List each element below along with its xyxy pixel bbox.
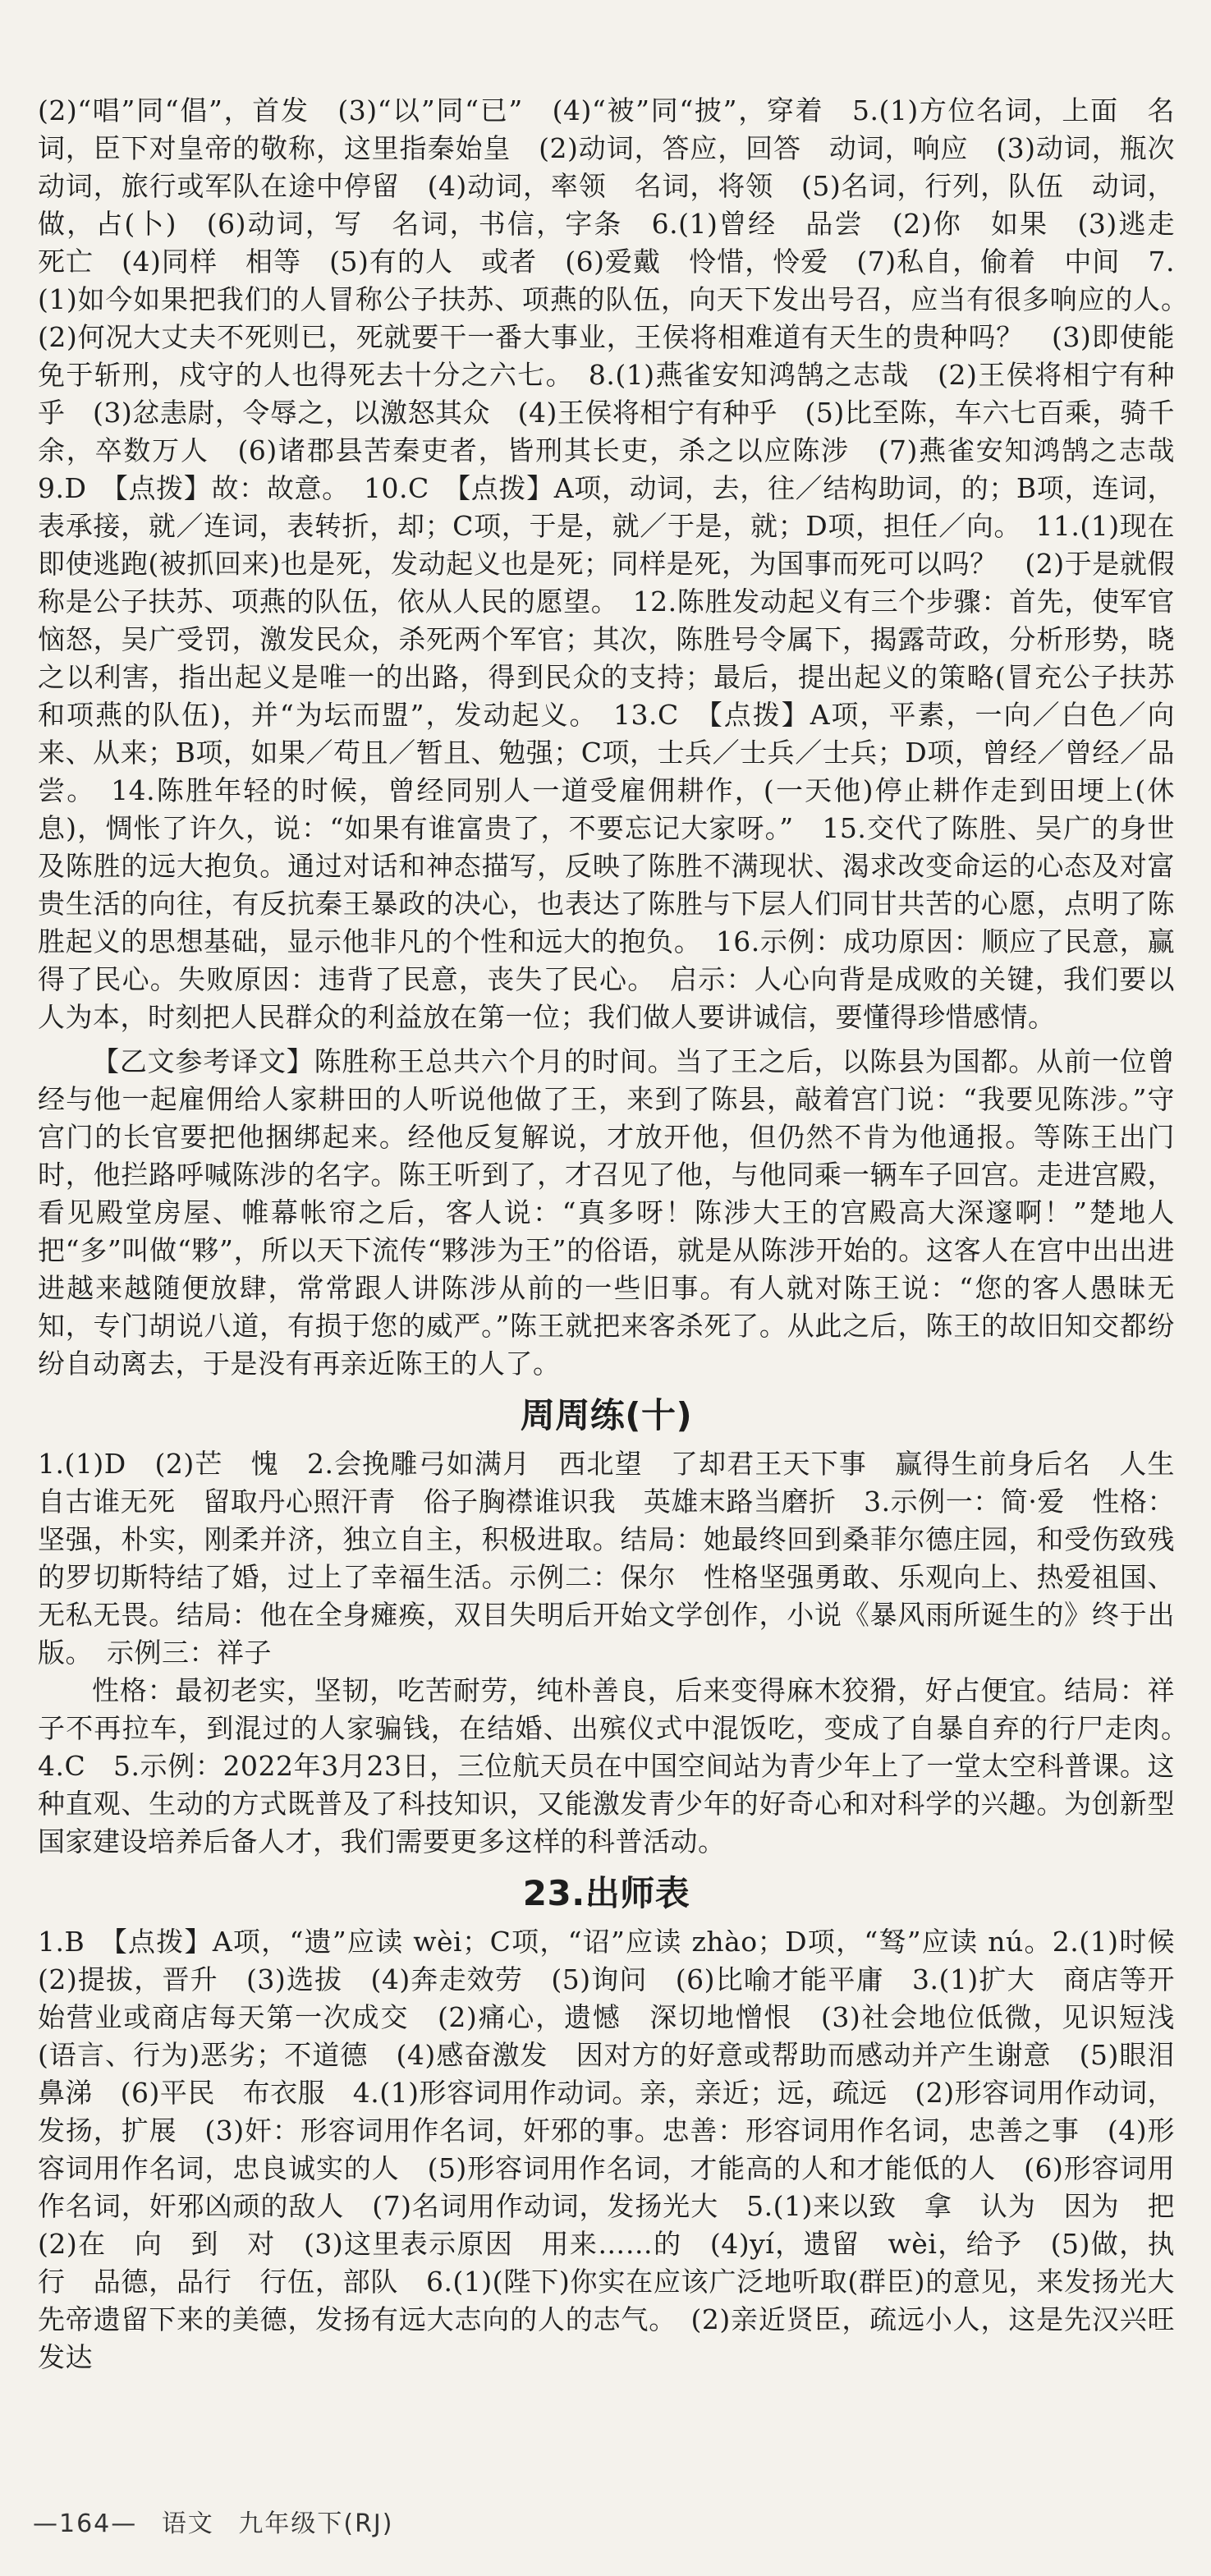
answer-content bbox=[38, 92, 1203, 2376]
section1-answers: (2)“唱”同“倡”，首发 (3)“以”同“已” (4)“被”同“披”，穿着 5.(1)方位名词，上面 名词，臣下对皇帝的敬称，这里指秦始皇 (2)动词，答应，回答 动词，响应 (3)动词，瓶次 动词，旅行或军队在途中停留 (4)动词，率领 名词，将领 (5)名词，行列，队伍 动词，做，占(卜) (6)动词，写 名词，书信，字条 6.(1)曾经 品尝 (2)你 如果 (3)逃走 死亡 (4)同样 相等 (5)有的人 或者 (6)爱戴 怜惜，怜爱 (7)私自，偷着 中间 7.(1)如今如果把我们的人冒称公子扶苏、项燕的队伍，向天下发出号召，应当有很多响应的人。 (2)何况大丈夫不死则已，死就要干一番大事业，王侯将相难道有天生的贵种吗？ (3)即使能免于斩刑，戍守的人也得死去十分之六七。 8.(1)燕雀安知鸿鹄之志哉 (2)王侯将相宁有种乎 (3)忿恚尉，令辱之，以激怒其众 (4)王侯将相宁有种乎 (5)比至陈，车六七百乘，骑千余，卒数万人 (6)诸郡县苦秦吏者，皆刑其长吏，杀之以应陈涉 (7)燕雀安知鸿鹄之志哉 9.D 【点拨】故：故意。 10.C 【点拨】A项，动词，去，往／结构助词，的；B项，连词，表承接，就／连词，表转折，却；C项，于是，就／于是，就；D项，担任／向。 11.(1)现在即使逃跑(被抓回来)也是死，发动起义也是死；同样是死，为国事而死可以吗？ (2)于是就假称是公子扶苏、项燕的队伍，依从人民的愿望。 12.陈胜发动起义有三个步骤：首先，使军官恼怒，吴广受罚，激发民众，杀死两个军官；其次，陈胜号令属下，揭露苛政，分析形势，晓之以利害，指出起义是唯一的出路，得到民众的支持；最后，提出起义的策略(冒充公子扶苏和项燕的队伍)，并“为坛而盟”，发动起义。 13.C 【点拨】A项，平素，一向／白色／向来、从来；B项，如果／苟且／暂且、勉强；C项，士兵／士兵／士兵；D项，曾经／曾经／品尝。 14.陈胜年轻的时候，曾经同别人一道受雇佣耕作，(一天他)停止耕作走到田埂上(休息)，惆怅了许久，说：“如果有谁富贵了，不要忘记大家呀。” 15.交代了陈胜、吴广的身世及陈胜的远大抱负。通过对话和神态描写，反映了陈胜不满现状、渴求改变命运的心态及对富贵生活的向往，有反抗秦王暴政的决心，也表达了陈胜与下层人们同甘共苦的心愿，点明了陈胜起义的思想基础，显示他非凡的个性和远大的抱负。 16.示例：成功原因：顺应了民意，赢得了民心。失败原因：违背了民意，丧失了民心。 启示：人心向背是成败的关键，我们要以人为本，时刻把人民群众的利益放在第一位；我们做人要讲诚信，要懂得珍惜感情。 bbox=[38, 94, 1203, 1033]
footer-grade: 九年级下(RJ) bbox=[238, 2509, 394, 2538]
page-footer bbox=[33, 2503, 408, 2539]
section-title-chushibiao: 23.出师表 bbox=[522, 1873, 690, 1913]
section-title-weekly-practice: 周周练(十) bbox=[520, 1395, 693, 1435]
reference-translation: 【乙文参考译文】陈胜称王总共六个月的时间。当了王之后，以陈县为国都。从前一位曾经与他一起雇佣给人家耕田的人听说他做了王，来到了陈县，敲着宫门说：“我要见陈涉。”守宫门的长官要把他捆绑起来。经他反复解说，才放开他，但仍然不肯为他通报。等陈王出门时，他拦路呼喊陈涉的名字。陈王听到了，才召见了他，与他同乘一辆车子回宫。走进宫殿，看见殿堂房屋、帷幕帐帘之后，客人说：“真多呀！陈涉大王的宫殿高大深邃啊！”楚地人把“多”叫做“夥”，所以天下流传“夥涉为王”的俗语，就是从陈涉开始的。这客人在宫中出出进进越来越随便放肆，常常跟人讲陈涉从前的一些旧事。有人就对陈王说：“您的客人愚昧无知，专门胡说八道，有损于您的威严。”陈王就把来客杀死了。从此之后，陈王的故旧知交都纷纷自动离去，于是没有再亲近陈王的人了。 bbox=[38, 1045, 1175, 1380]
weekly-practice-answers: 1.(1)D (2)芒 愧 2.会挽雕弓如满月 西北望 了却君王天下事 赢得生前身后名 人生自古谁无死 留取丹心照汗青 俗子胸襟谁识我 英雄末路当磨折 3.示例一：简·爱 性格：坚强，朴实，刚柔并济，独立自主，积极进取。结局：她最终回到桑菲尔德庄园，和受伤致残的罗切斯特结了婚，过上了幸福生活。示例二：保尔 性格坚强勇敢、乐观向上、热爱祖国、无私无畏。结局：他在全身瘫痪，双目失明后开始文学创作，小说《暴风雨所诞生的》终于出版。 示例三：祥子 bbox=[38, 1448, 1175, 1669]
chushibiao-answers: 1.B 【点拨】A项，“遗”应读 wèi；C项，“诏”应读 zhào；D项，“驽”应读 nú。2.(1)时候 (2)提拔，晋升 (3)选拔 (4)奔走效劳 (5)询问 (6)比喻才能平庸 3.(1)扩大 商店等开始营业或商店每天第一次成交 (2)痛心，遗憾 深切地憎恨 (3)社会地位低微，见识短浅 (语言、行为)恶劣；不道德 (4)感奋激发 因对方的好意或帮助而感动并产生谢意 (5)眼泪 鼻涕 (6)平民 布衣服 4.(1)形容词用作动词。亲，亲近；远，疏远 (2)形容词用作动词，发扬，扩展 (3)奸：形容词用作名词，奸邪的事。忠善：形容词用作名词，忠善之事 (4)形容词用作名词，忠良诚实的人 (5)形容词用作名词，才能高的人和才能低的人 (6)形容词用作名词，奸邪凶顽的敌人 (7)名词用作动词，发扬光大 5.(1)来以致 拿 认为 因为 把 (2)在 向 到 对 (3)这里表示原因 用来……的 (4)yí，遗留 wèi，给予 (5)做，执行 品德，品行 行伍，部队 6.(1)(陛下)你实在应该广泛地听取(群臣)的意见，来发扬光大先帝遗留下来的美德，发扬有远大志向的人的志气。 (2)亲近贤臣，疏远小人，这是先汉兴旺发达 bbox=[38, 1926, 1203, 2373]
weekly-practice-answers-cont: 性格：最初老实，坚韧，吃苦耐劳，纯朴善良，后来变得麻木狡猾，好占便宜。结局：祥子不再拉车，到混过的人家骗钱，在结婚、出殡仪式中混饭吃，变成了自暴自弃的行尸走肉。 4.C 5.示例：2022年3月23日，三位航天员在中国空间站为青少年上了一堂太空科普课。这种直观、生动的方式既普及了科技知识，又能激发青少年的好奇心和对科学的兴趣。为创新型国家建设培养后备人才，我们需要更多这样的科普活动。 bbox=[38, 1674, 1203, 1857]
page-number: —164— bbox=[33, 2509, 138, 2538]
footer-subject: 语文 bbox=[161, 2509, 214, 2538]
